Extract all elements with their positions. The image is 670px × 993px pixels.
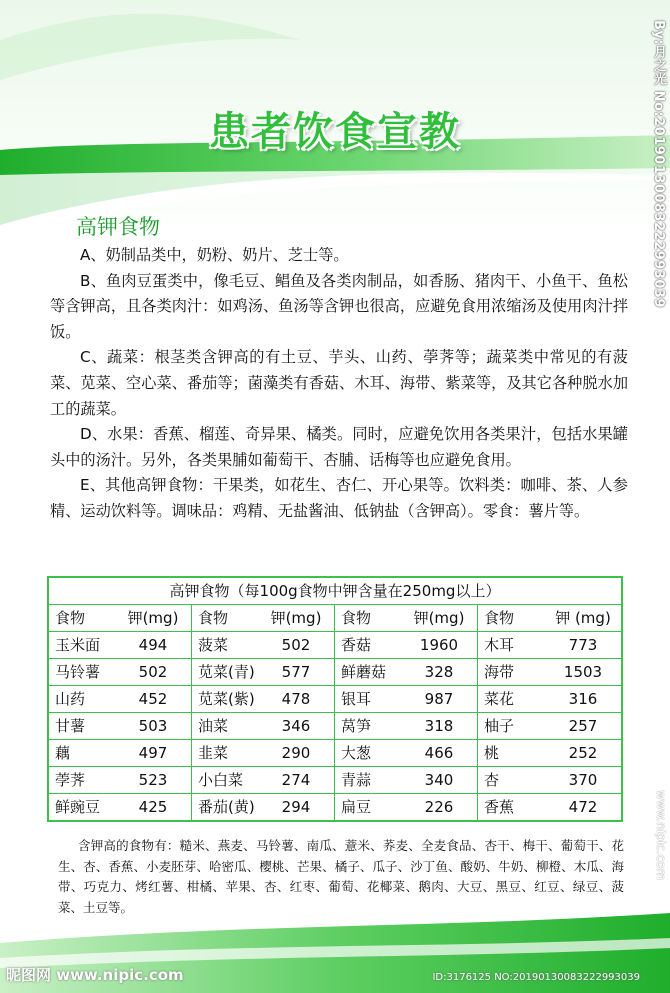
table-cell <box>478 632 621 659</box>
potassium-table <box>47 576 623 822</box>
potassium-value: 987 <box>424 690 454 708</box>
table-cell <box>192 794 335 821</box>
food-name: 扁豆 <box>341 798 372 816</box>
potassium-value: 1503 <box>563 663 603 681</box>
table-cell <box>335 767 478 794</box>
table-cell <box>192 767 335 794</box>
table-cell <box>478 740 621 767</box>
food-name: 山药 <box>55 690 86 708</box>
paragraph-vegetables: C、蔬菜：根茎类含钾高的有土豆、芋头、山药、荸荠等；蔬菜类中常见的有菠菜、苋菜、空心菜、番茄等；菌藻类有香菇、木耳、海带、紫菜等，及其它各种脱水加工的蔬菜。 <box>50 348 628 418</box>
table-cell <box>335 632 478 659</box>
potassium-value: 503 <box>138 717 168 735</box>
food-name: 马铃薯 <box>55 663 101 681</box>
food-name: 玉米面 <box>55 636 101 654</box>
food-paragraphs <box>50 243 628 525</box>
food-name: 番茄(黄) <box>198 798 255 816</box>
header-potassium: 钾(mg) <box>127 609 179 627</box>
table-cell <box>49 686 192 713</box>
food-name: 香菇 <box>341 636 372 654</box>
table-grid <box>49 605 621 821</box>
potassium-value: 773 <box>568 636 598 654</box>
potassium-value: 523 <box>138 771 168 789</box>
table-caption: 高钾食物（每100g食物中钾含量在250mg以上） <box>49 578 621 605</box>
food-name: 大葱 <box>341 744 372 762</box>
potassium-value: 318 <box>424 717 454 735</box>
table-cell <box>335 740 478 767</box>
food-name: 青蒜 <box>341 771 372 789</box>
potassium-value: 472 <box>568 798 598 816</box>
table-header-cell <box>192 605 335 632</box>
potassium-value: 294 <box>281 798 311 816</box>
potassium-value: 252 <box>568 744 598 762</box>
table-cell <box>478 686 621 713</box>
food-name: 韭菜 <box>198 744 229 762</box>
food-name: 甘薯 <box>55 717 86 735</box>
potassium-value: 478 <box>281 690 311 708</box>
table-cell <box>335 794 478 821</box>
table-cell <box>192 632 335 659</box>
food-name: 苋菜(紫) <box>198 690 255 708</box>
table-cell <box>335 686 478 713</box>
table-cell <box>478 659 621 686</box>
id-watermark: ID:3176125 NO:20190130083222993039 <box>432 972 640 983</box>
header-food: 食物 <box>484 609 515 627</box>
paragraph-other: E、其他高钾食物：干果类，如花生、杏仁、开心果等。饮料类：咖啡、茶、人参精、运动饮料等。调味品：鸡精、无盐酱油、低钠盐（含钾高）。零食：薯片等。 <box>50 476 628 520</box>
food-name: 油菜 <box>198 717 229 735</box>
food-name: 藕 <box>55 744 71 762</box>
logo-watermark: 昵图网 www.nipic.com <box>6 966 184 984</box>
header-food: 食物 <box>341 609 372 627</box>
potassium-value: 452 <box>138 690 168 708</box>
food-name: 苋菜(青) <box>198 663 255 681</box>
potassium-value: 316 <box>568 690 598 708</box>
potassium-value: 425 <box>138 798 168 816</box>
table-cell <box>192 686 335 713</box>
potassium-value: 502 <box>138 663 168 681</box>
table-cell <box>478 767 621 794</box>
food-name: 莴笋 <box>341 717 372 735</box>
food-name: 桃 <box>484 744 500 762</box>
food-name: 小白菜 <box>198 771 244 789</box>
table-cell <box>192 659 335 686</box>
food-name: 木耳 <box>484 636 515 654</box>
table-cell <box>335 713 478 740</box>
table-cell <box>478 713 621 740</box>
header-potassium: 钾(mg) <box>270 609 322 627</box>
potassium-value: 494 <box>138 636 168 654</box>
table-cell <box>49 767 192 794</box>
header-food: 食物 <box>198 609 229 627</box>
table-header-cell <box>49 605 192 632</box>
page-title: 患者饮食宣教 <box>209 109 461 155</box>
table-cell <box>49 632 192 659</box>
potassium-value: 370 <box>568 771 598 789</box>
footnote-text: 含钾高的食物有：糙米、燕麦、马铃薯、南瓜、薏米、荞麦、全麦食品、杏干、梅干、葡萄干、花生、杏、香蕉、小麦胚芽、哈密瓜、樱桃、芒果、橘子、瓜子、沙丁鱼、酸奶、牛奶、柳橙、木瓜、海带、巧克力、烤红薯、柑橘、苹果、杏、红枣、葡萄、花椰菜、鹅肉、大豆、黑豆、红豆、绿豆、菠菜、土豆等。 <box>58 838 624 915</box>
potassium-value: 502 <box>281 636 311 654</box>
header-food: 食物 <box>55 609 86 627</box>
header-potassium: 钾(mg) <box>413 609 465 627</box>
food-name: 荸荠 <box>55 771 86 789</box>
paragraph-dairy: A、奶制品类中，奶粉、奶片、芝士等。 <box>80 246 349 264</box>
food-name: 鲜豌豆 <box>55 798 101 816</box>
food-name: 菜花 <box>484 690 515 708</box>
food-name: 银耳 <box>341 690 372 708</box>
table-header-cell <box>335 605 478 632</box>
potassium-value: 1960 <box>419 636 459 654</box>
table-cell <box>335 659 478 686</box>
site-watermark: www.nipic.com <box>654 790 668 881</box>
table-cell <box>478 794 621 821</box>
potassium-value: 577 <box>281 663 311 681</box>
potassium-value: 497 <box>138 744 168 762</box>
food-name: 杏 <box>484 771 500 789</box>
table-cell <box>49 794 192 821</box>
table-cell <box>49 713 192 740</box>
food-name: 海带 <box>484 663 515 681</box>
potassium-value: 346 <box>281 717 311 735</box>
table-cell <box>192 713 335 740</box>
potassium-value: 257 <box>568 717 598 735</box>
food-name: 香蕉 <box>484 798 515 816</box>
table-cell <box>49 740 192 767</box>
potassium-value: 274 <box>281 771 311 789</box>
paragraph-fruits: D、水果：香蕉、榴莲、奇异果、橘类。同时，应避免饮用各类果汁，包括水果罐头中的汤汁。另外，各类果脯如葡萄干、杏脯、话梅等也应避免食用。 <box>50 425 628 469</box>
side-watermark: By:月之光 No:20190130083222993039 <box>651 20 666 309</box>
table-header-cell <box>478 605 621 632</box>
food-name: 鲜蘑菇 <box>341 663 387 681</box>
food-name: 菠菜 <box>198 636 229 654</box>
paragraph-meat: B、鱼肉豆蛋类中，像毛豆、鲳鱼及各类肉制品，如香肠、猪肉干、小鱼干、鱼松等含钾高，且各类肉汁：如鸡汤、鱼汤等含钾也很高，应避免食用浓缩汤及使用肉汁拌饭。 <box>50 271 628 341</box>
section-heading: 高钾食物 <box>76 215 160 239</box>
footnote <box>58 836 624 918</box>
potassium-value: 466 <box>424 744 454 762</box>
table-cell <box>192 740 335 767</box>
potassium-value: 340 <box>424 771 454 789</box>
food-name: 柚子 <box>484 717 515 735</box>
potassium-value: 328 <box>424 663 454 681</box>
potassium-value: 226 <box>424 798 454 816</box>
table-cell <box>49 659 192 686</box>
potassium-value: 290 <box>281 744 311 762</box>
header-potassium: 钾 (mg) <box>555 609 611 627</box>
